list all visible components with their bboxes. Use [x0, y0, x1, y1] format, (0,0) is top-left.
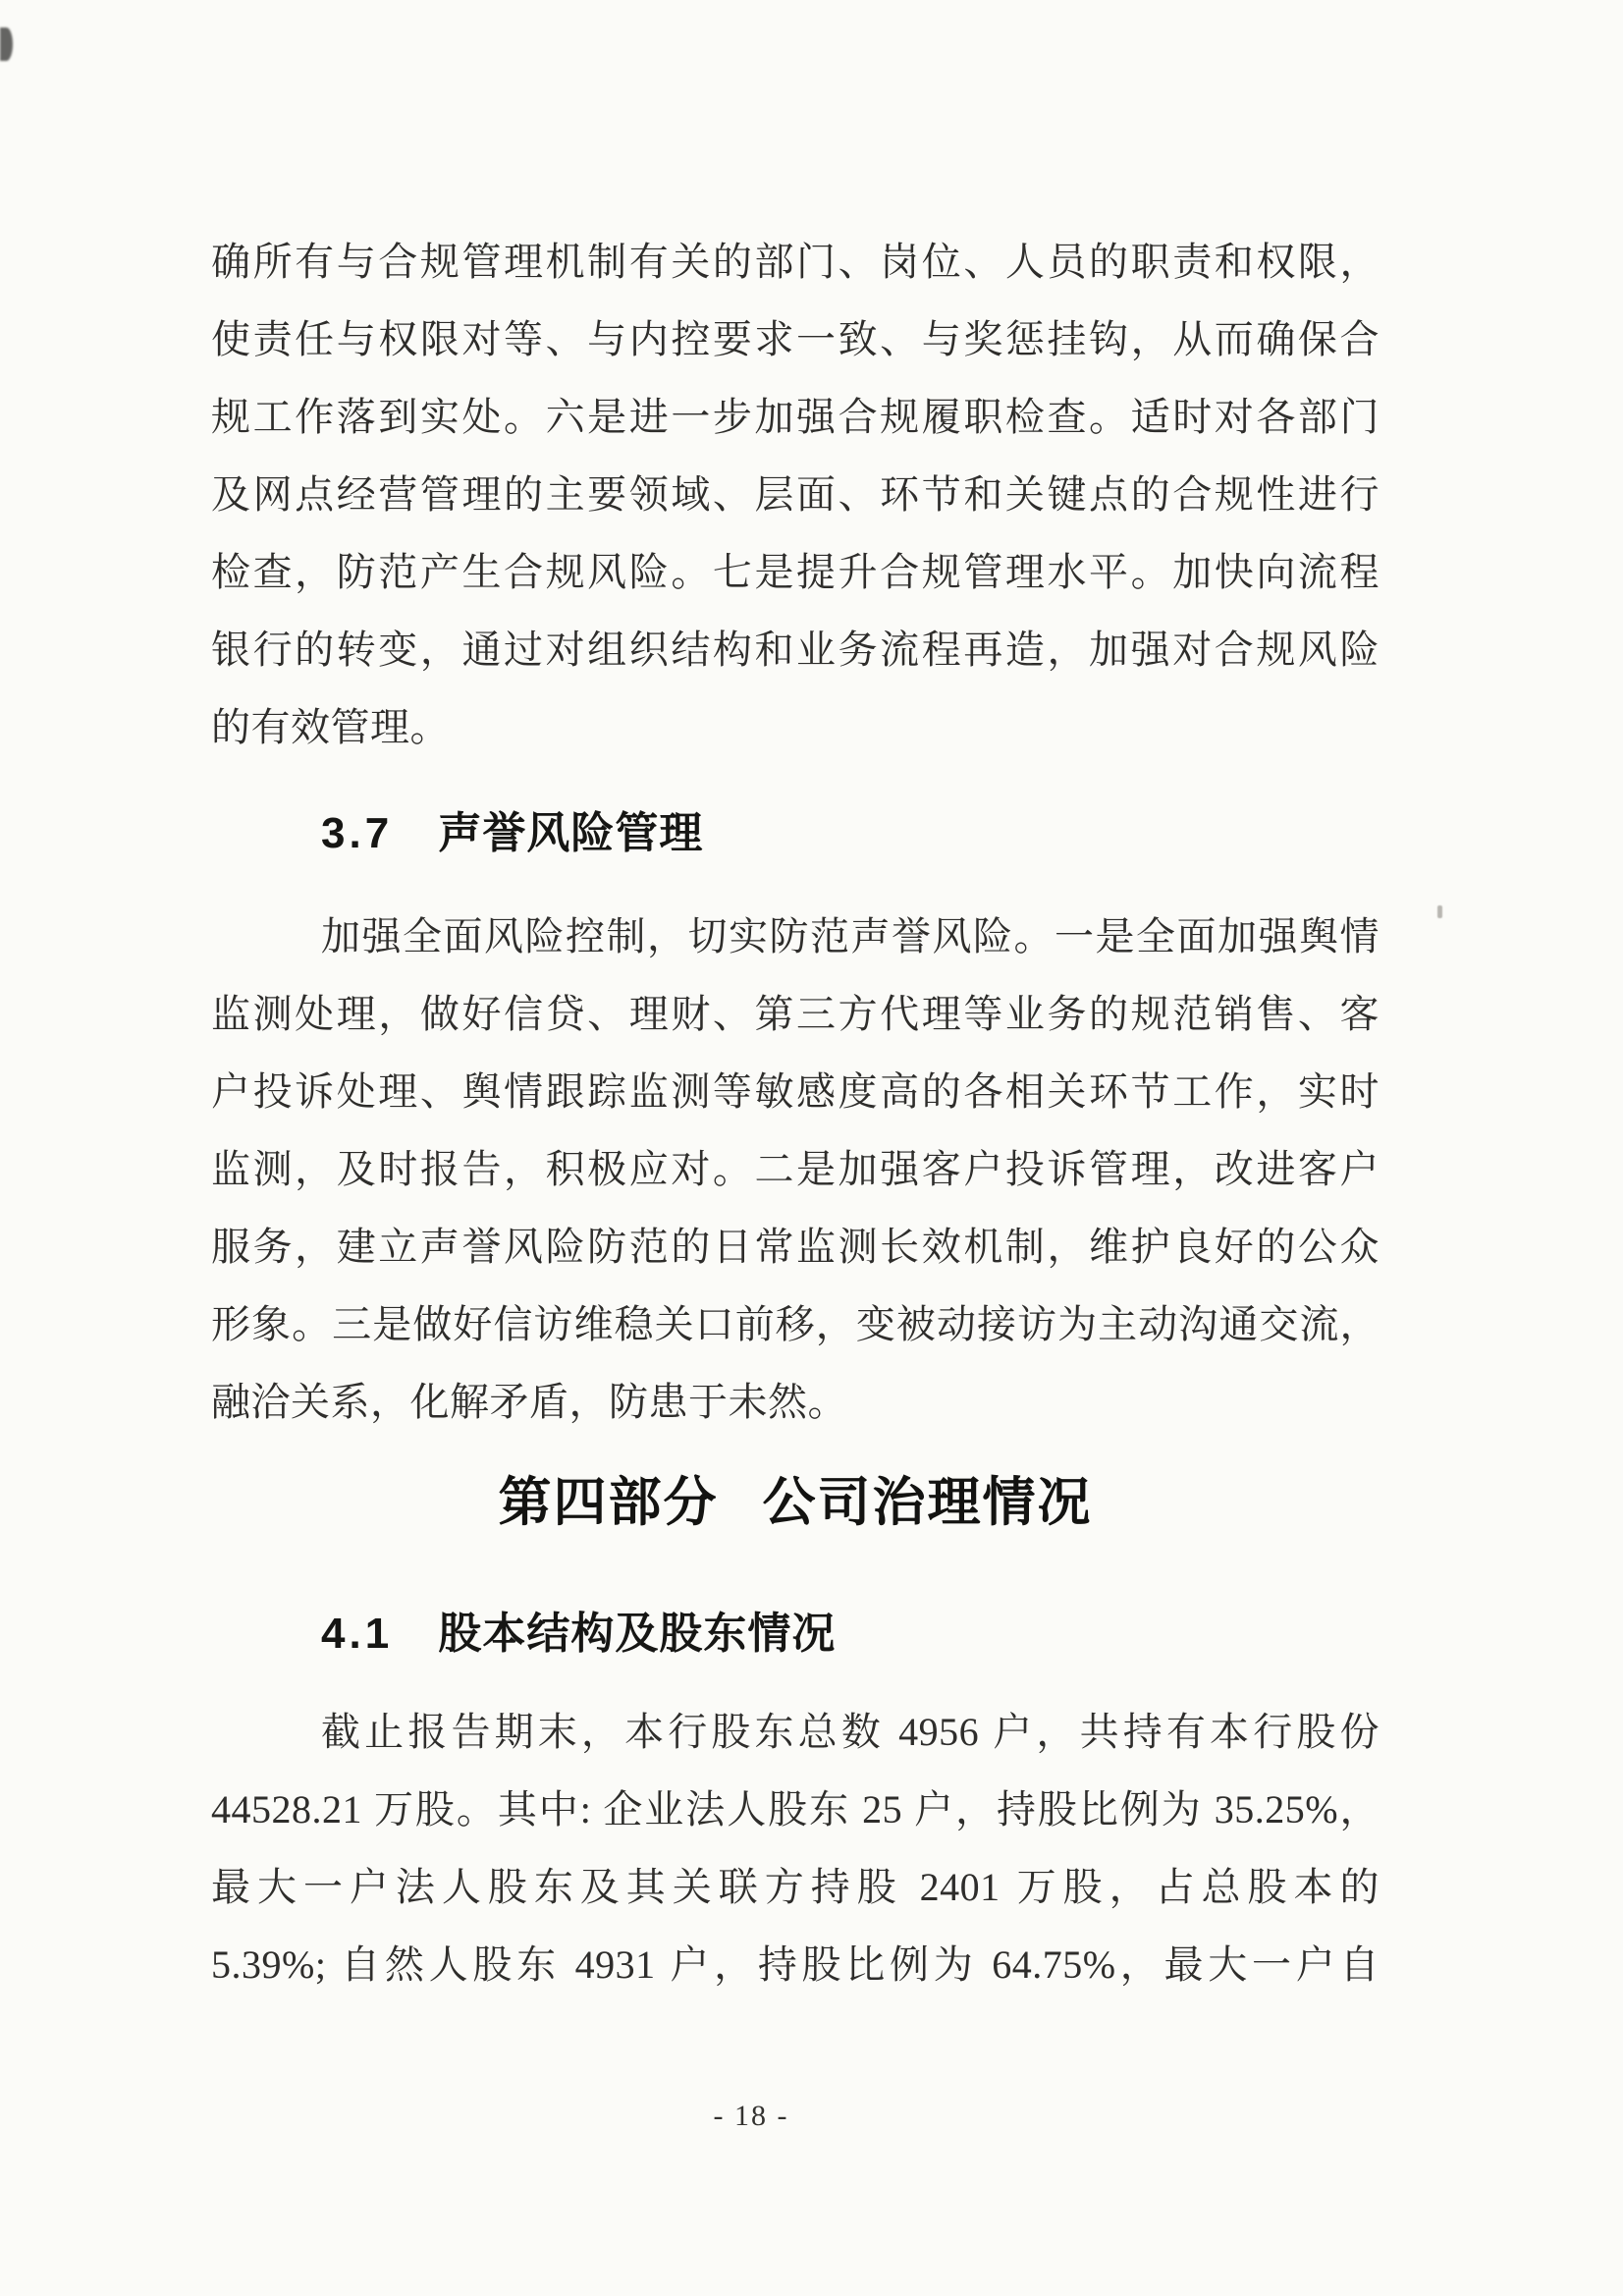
part-heading: [211, 1473, 1380, 1532]
text-line: 的有效管理。: [211, 705, 450, 749]
paragraph-compliance-continued: [211, 223, 1380, 766]
text-line: 融洽关系，化解矛盾，防患于未然。: [211, 1380, 847, 1424]
text-line: 加强全面风险控制，切实防范声誉风险。一是全面加强舆情: [321, 914, 1380, 958]
text-line: 银行的转变，通过对组织结构和业务流程再造，加强对合规风险: [211, 628, 1380, 672]
section-number: 3.7: [321, 809, 394, 857]
scan-speck: [1437, 905, 1442, 918]
paragraph-equity-structure: [211, 1693, 1380, 2003]
part-title: 公司治理情况: [762, 1473, 1093, 1532]
text-line: 确所有与合规管理机制有关的部门、岗位、人员的职责和权限，: [211, 240, 1380, 284]
text-line: 监测处理，做好信贷、理财、第三方代理等业务的规范销售、客: [211, 992, 1380, 1036]
text-line: 截止报告期末，本行股东总数 4956 户，共持有本行股份: [321, 1710, 1380, 1754]
text-line: 服务，建立声誉风险防范的日常监测长效机制，维护良好的公众: [211, 1225, 1380, 1269]
page-content: [211, 223, 1380, 2003]
section-heading-3-7: [211, 810, 1380, 857]
text-line: 使责任与权限对等、与内控要求一致、与奖惩挂钩，从而确保合: [211, 317, 1380, 361]
text-line: 户投诉处理、舆情跟踪监测等敏感度高的各相关环节工作，实时: [211, 1069, 1380, 1114]
paragraph-reputation-risk: [211, 898, 1380, 1441]
section-title: 股本结构及股东情况: [438, 1610, 837, 1658]
text-line: 5.39%; 自然人股东 4931 户，持股比例为 64.75%，最大一户自: [211, 1942, 1380, 1987]
text-line: 44528.21 万股。其中: 企业法人股东 25 户，持股比例为 35.25%，: [211, 1787, 1380, 1831]
text-line: 及网点经营管理的主要领域、层面、环节和关键点的合规性进行: [211, 472, 1380, 517]
text-line: 监测，及时报告，积极应对。二是加强客户投诉管理，改进客户: [211, 1147, 1380, 1191]
text-line: 检查，防范产生合规风险。七是提升合规管理水平。加快向流程: [211, 550, 1380, 594]
text-line: 规工作落到实处。六是进一步加强合规履职检查。适时对各部门: [211, 395, 1380, 439]
page-number: - 18 -: [713, 2100, 789, 2132]
section-number: 4.1: [321, 1610, 394, 1658]
scan-edge-mark: [0, 27, 13, 61]
part-number: 第四部分: [498, 1473, 719, 1532]
section-heading-4-1: [211, 1611, 1380, 1658]
text-line: 形象。三是做好信访维稳关口前移，变被动接访为主动沟通交流，: [211, 1302, 1380, 1346]
section-title: 声誉风险管理: [438, 809, 704, 857]
text-line: 最大一户法人股东及其关联方持股 2401 万股，占总股本的: [211, 1865, 1380, 1909]
